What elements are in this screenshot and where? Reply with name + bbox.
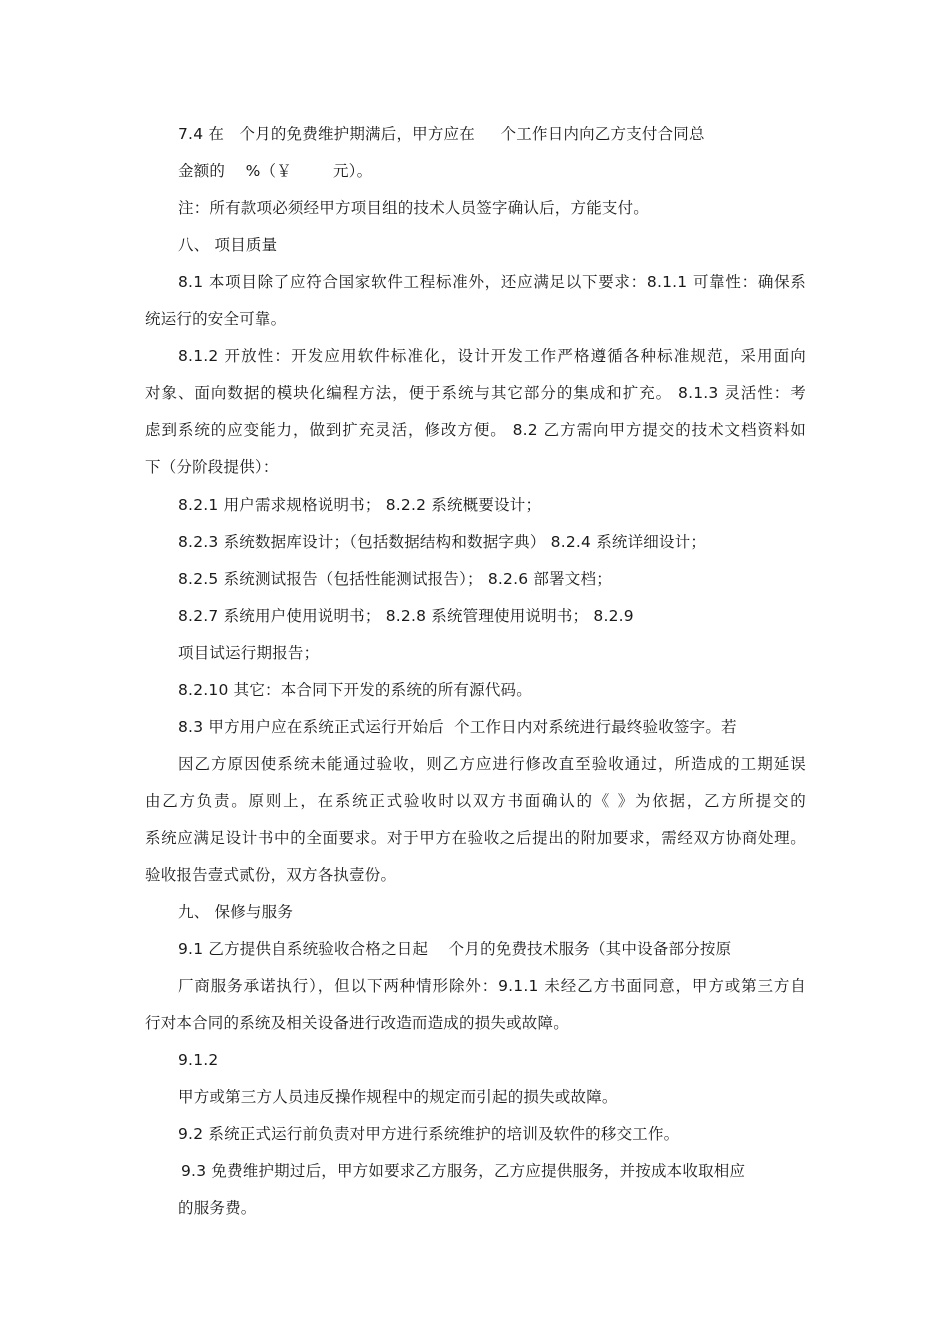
clause-8-1-2-line-1: 8.1.2 开放性：开发应用软件标准化，设计开发工作严格遵循各种标准规范，采用面向: [178, 347, 806, 365]
clause-8-1-line-2: 统运行的安全可靠。: [145, 310, 287, 328]
clause-8-3-line-2: 因乙方原因使系统未能通过验收，则乙方应进行修改直至验收通过，所造成的工期延误: [178, 755, 806, 773]
deliverables-line-1: 8.2.1 用户需求规格说明书； 8.2.2 系统概要设计；: [178, 496, 542, 514]
clause-9-1-line-2: 厂商服务承诺执行），但以下两种情形除外：9.1.1 未经乙方书面同意，甲方或第三方自: [178, 977, 806, 995]
clause-8-3-line-3: 由乙方负责。原则上，在系统正式验收时以双方书面确认的《 》为依据，乙方所提交的: [145, 792, 806, 810]
clause-9-1-2-text: 甲方或第三方人员违反操作规程中的规定而引起的损失或故障。: [178, 1088, 618, 1106]
deliverables-line-3: 8.2.5 系统测试报告（包括性能测试报告）； 8.2.6 部署文档；: [178, 570, 612, 588]
section-8-heading: 八、 项目质量: [178, 236, 278, 254]
deliverables-line-5: 项目试运行期报告；: [178, 644, 320, 662]
deliverables-line-4: 8.2.7 系统用户使用说明书； 8.2.8 系统管理使用说明书； 8.2.9: [178, 607, 634, 625]
clause-8-2-line: 下（分阶段提供）：: [145, 458, 279, 476]
section-9-heading: 九、 保修与服务: [178, 903, 294, 921]
clause-8-3-line-4: 系统应满足设计书中的全面要求。对于甲方在验收之后提出的附加要求，需经双方协商处理。: [145, 829, 806, 847]
deliverables-line-6: 8.2.10 其它：本合同下开发的系统的所有源代码。: [178, 681, 532, 699]
clause-9-1-line-3: 行对本合同的系统及相关设备进行改造而造成的损失或故障。: [145, 1014, 569, 1032]
clause-8-1-3-line: 虑到系统的应变能力，做到扩充灵活，修改方便。 8.2 乙方需向甲方提交的技术文档资料如: [145, 421, 806, 439]
payment-note: 注：所有款项必须经甲方项目组的技术人员签字确认后，方能支付。: [178, 199, 650, 217]
clause-7-4-line-1: 7.4 在 个月的免费维护期满后，甲方应在 个工作日内向乙方支付合同总: [178, 125, 705, 143]
clause-8-3-line-5: 验收报告壹式贰份，双方各执壹份。: [145, 866, 397, 884]
clause-9-3-line-2: 的服务费。: [178, 1199, 257, 1217]
clause-9-1-2-number: 9.1.2: [178, 1051, 219, 1069]
clause-8-1-2-line-2: 对象、面向数据的模块化编程方法，便于系统与其它部分的集成和扩充。 8.1.3 灵活性：考: [145, 384, 806, 402]
clause-8-1-line-1: 8.1 本项目除了应符合国家软件工程标准外，还应满足以下要求：8.1.1 可靠性：确保系: [178, 273, 806, 291]
clause-9-3-line-1: 9.3 免费维护期过后，甲方如要求乙方服务，乙方应提供服务，并按成本收取相应: [181, 1162, 746, 1180]
clause-8-3-line-1: 8.3 甲方用户应在系统正式运行开始后 个工作日内对系统进行最终验收签字。若: [178, 718, 737, 736]
clause-7-4-line-2: 金额的 %（￥ 元）。: [178, 162, 373, 180]
clause-9-1-line-1: 9.1 乙方提供自系统验收合格之日起 个月的免费技术服务（其中设备部分按原: [178, 940, 732, 958]
deliverables-line-2: 8.2.3 系统数据库设计；（包括数据结构和数据字典） 8.2.4 系统详细设计；: [178, 533, 707, 551]
clause-9-2-line: 9.2 系统正式运行前负责对甲方进行系统维护的培训及软件的移交工作。: [178, 1125, 680, 1143]
